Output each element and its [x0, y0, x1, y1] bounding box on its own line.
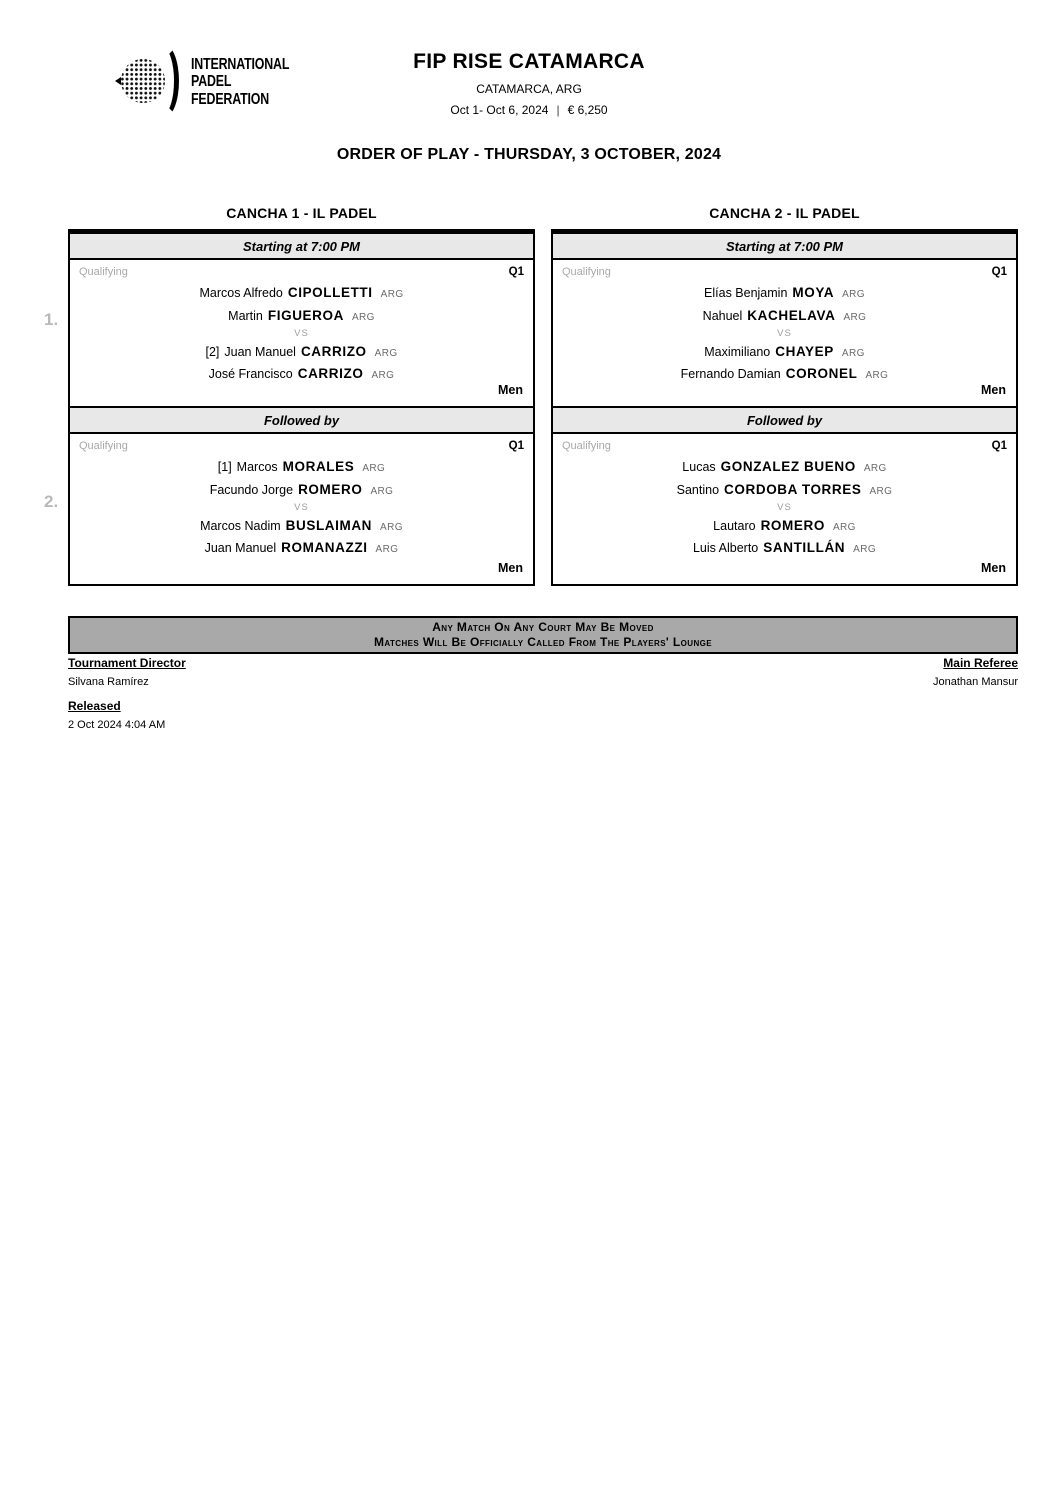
player-line: [70, 539, 533, 558]
player-line: [553, 284, 1016, 303]
round-label: Qualifying: [562, 266, 611, 278]
player-nation: ARG: [374, 347, 398, 359]
released-label: Released: [68, 699, 121, 713]
logo-line: FEDERATION: [191, 90, 270, 108]
player-line: [70, 517, 533, 536]
player-first-name: Martin: [228, 308, 263, 323]
match-row-number-2: 2.: [44, 492, 59, 511]
players-block: [553, 458, 1016, 558]
tournament-director-label: Tournament Director: [68, 656, 186, 670]
event-prize: € 6,250: [567, 103, 608, 117]
court-2: [551, 205, 1018, 586]
match-cell: [70, 260, 533, 408]
event-header: [0, 50, 1058, 117]
category-label: Men: [498, 383, 523, 397]
match-cell: [70, 434, 533, 584]
player-last-name: MOYA: [792, 285, 835, 300]
logo-line: INTERNATIONAL: [191, 55, 290, 73]
player-nation: ARG: [351, 311, 375, 323]
player-first-name: Nahuel: [702, 308, 743, 323]
player-nation: ARG: [375, 544, 399, 555]
player-first-name: Juan Manuel: [204, 541, 277, 555]
player-nation: ARG: [380, 521, 403, 533]
players-block: [553, 284, 1016, 384]
match-cell: [553, 260, 1016, 408]
match-meta: [553, 260, 1016, 278]
player-last-name: CORONEL: [785, 366, 858, 381]
event-dates: [0, 103, 1058, 117]
page-title: ORDER OF PLAY - THURSDAY, 3 OCTOBER, 2024: [336, 146, 722, 163]
match-meta: [70, 434, 533, 452]
player-nation: ARG: [843, 311, 867, 323]
vs-label: VS: [777, 502, 792, 513]
separator: |: [556, 103, 560, 117]
player-nation: ARG: [842, 289, 865, 300]
player-line: [70, 481, 533, 500]
player-first-name: José Francisco: [208, 367, 293, 381]
player-first-name: Lautaro: [713, 518, 756, 533]
player-nation: ARG: [863, 463, 887, 474]
player-first-name: Facundo Jorge: [209, 482, 294, 497]
player-line: [70, 365, 533, 384]
player-last-name: BUSLAIMAN: [285, 517, 373, 533]
player-first-name: Lucas: [682, 460, 716, 474]
court-2-schedule-table: [551, 229, 1018, 586]
tournament-director-name: Silvana Ramírez: [68, 676, 149, 688]
court-1: [68, 205, 535, 586]
officials-right: [933, 656, 1018, 699]
category-label: Men: [498, 561, 523, 575]
event-title: FIP RISE CATAMARCA: [413, 50, 645, 73]
vs-label: VS: [777, 328, 792, 339]
player-line: [553, 517, 1016, 536]
category-label: Men: [981, 383, 1006, 397]
notice-bar: [68, 616, 1018, 654]
schedule-band: Followed by: [70, 408, 533, 434]
vs-label: VS: [294, 502, 309, 513]
player-nation: ARG: [865, 370, 889, 381]
main-referee-name: Jonathan Mansur: [933, 676, 1018, 688]
player-line: [553, 539, 1016, 558]
logo-line: PADEL: [191, 73, 232, 91]
player-line: [553, 307, 1016, 326]
players-block: [70, 458, 533, 558]
player-nation: ARG: [832, 521, 856, 533]
match-meta: [553, 434, 1016, 452]
player-line: [553, 481, 1016, 500]
player-first-name: Marcos: [236, 460, 278, 474]
player-line: [70, 284, 533, 303]
player-first-name: Marcos Alfredo: [199, 286, 283, 300]
player-line: [553, 458, 1016, 477]
player-last-name: CARRIZO: [297, 366, 364, 381]
notice-line-2: Matches Will Be Officially Called From The Players' Lounge: [374, 634, 712, 649]
round-label: Qualifying: [79, 266, 128, 278]
released-timestamp: 2 Oct 2024 4:04 AM: [68, 719, 166, 731]
officials-left: [68, 656, 186, 742]
notice-line-1: Any Match On Any Court May Be Moved: [432, 620, 654, 634]
match-meta: [70, 260, 533, 278]
main-referee-label: Main Referee: [943, 656, 1018, 670]
player-first-name: Juan Manuel: [224, 344, 296, 359]
player-nation: ARG: [841, 347, 865, 359]
player-nation: ARG: [370, 485, 394, 497]
courts-section: [68, 205, 1018, 586]
players-block: [70, 284, 533, 384]
vs-label: VS: [294, 328, 309, 339]
court-2-name: CANCHA 2 - IL PADEL: [709, 205, 860, 221]
player-last-name: FIGUEROA: [267, 307, 344, 323]
player-last-name: ROMANAZZI: [281, 540, 368, 555]
round-label: Qualifying: [79, 440, 128, 452]
schedule-band: Followed by: [553, 408, 1016, 434]
player-nation: ARG: [869, 485, 893, 497]
player-nation: ARG: [380, 289, 404, 300]
seed: [1]: [217, 460, 232, 474]
player-last-name: MORALES: [282, 459, 355, 474]
round-code: Q1: [508, 440, 524, 452]
category-label: Men: [981, 561, 1006, 575]
court-1-name: CANCHA 1 - IL PADEL: [226, 205, 377, 221]
court-1-schedule-table: [68, 229, 535, 586]
match-row-number-1: 1.: [44, 310, 59, 329]
player-last-name: ROMERO: [760, 517, 825, 533]
player-last-name: SANTILLÁN: [763, 540, 846, 555]
player-nation: ARG: [371, 370, 395, 381]
player-last-name: CARRIZO: [300, 343, 367, 359]
seed: [2]: [205, 344, 220, 359]
player-last-name: ROMERO: [298, 481, 363, 497]
player-line: [70, 458, 533, 477]
event-location: CATAMARCA, ARG: [476, 82, 582, 96]
player-last-name: CHAYEP: [775, 343, 834, 359]
player-last-name: KACHELAVA: [747, 307, 836, 323]
player-first-name: Maximiliano: [704, 344, 771, 359]
round-code: Q1: [991, 266, 1007, 278]
player-line: [553, 343, 1016, 362]
player-first-name: Elías Benjamin: [704, 286, 788, 300]
round-code: Q1: [508, 266, 524, 278]
schedule-band: Starting at 7:00 PM: [553, 234, 1016, 260]
round-code: Q1: [991, 440, 1007, 452]
player-first-name: Fernando Damian: [680, 367, 781, 381]
player-nation: ARG: [362, 463, 386, 474]
player-first-name: Santino: [676, 482, 720, 497]
player-last-name: CIPOLLETTI: [287, 285, 373, 300]
match-cell: [553, 434, 1016, 584]
player-line: [70, 343, 533, 362]
player-first-name: Marcos Nadim: [200, 518, 281, 533]
player-line: [553, 365, 1016, 384]
player-line: [70, 307, 533, 326]
player-last-name: GONZALEZ BUENO: [720, 459, 856, 474]
player-first-name: Luis Alberto: [692, 541, 759, 555]
round-label: Qualifying: [562, 440, 611, 452]
player-last-name: CORDOBA TORRES: [724, 481, 862, 497]
player-nation: ARG: [853, 544, 877, 555]
schedule-band: Starting at 7:00 PM: [70, 234, 533, 260]
event-date-range: Oct 1- Oct 6, 2024: [450, 103, 549, 117]
